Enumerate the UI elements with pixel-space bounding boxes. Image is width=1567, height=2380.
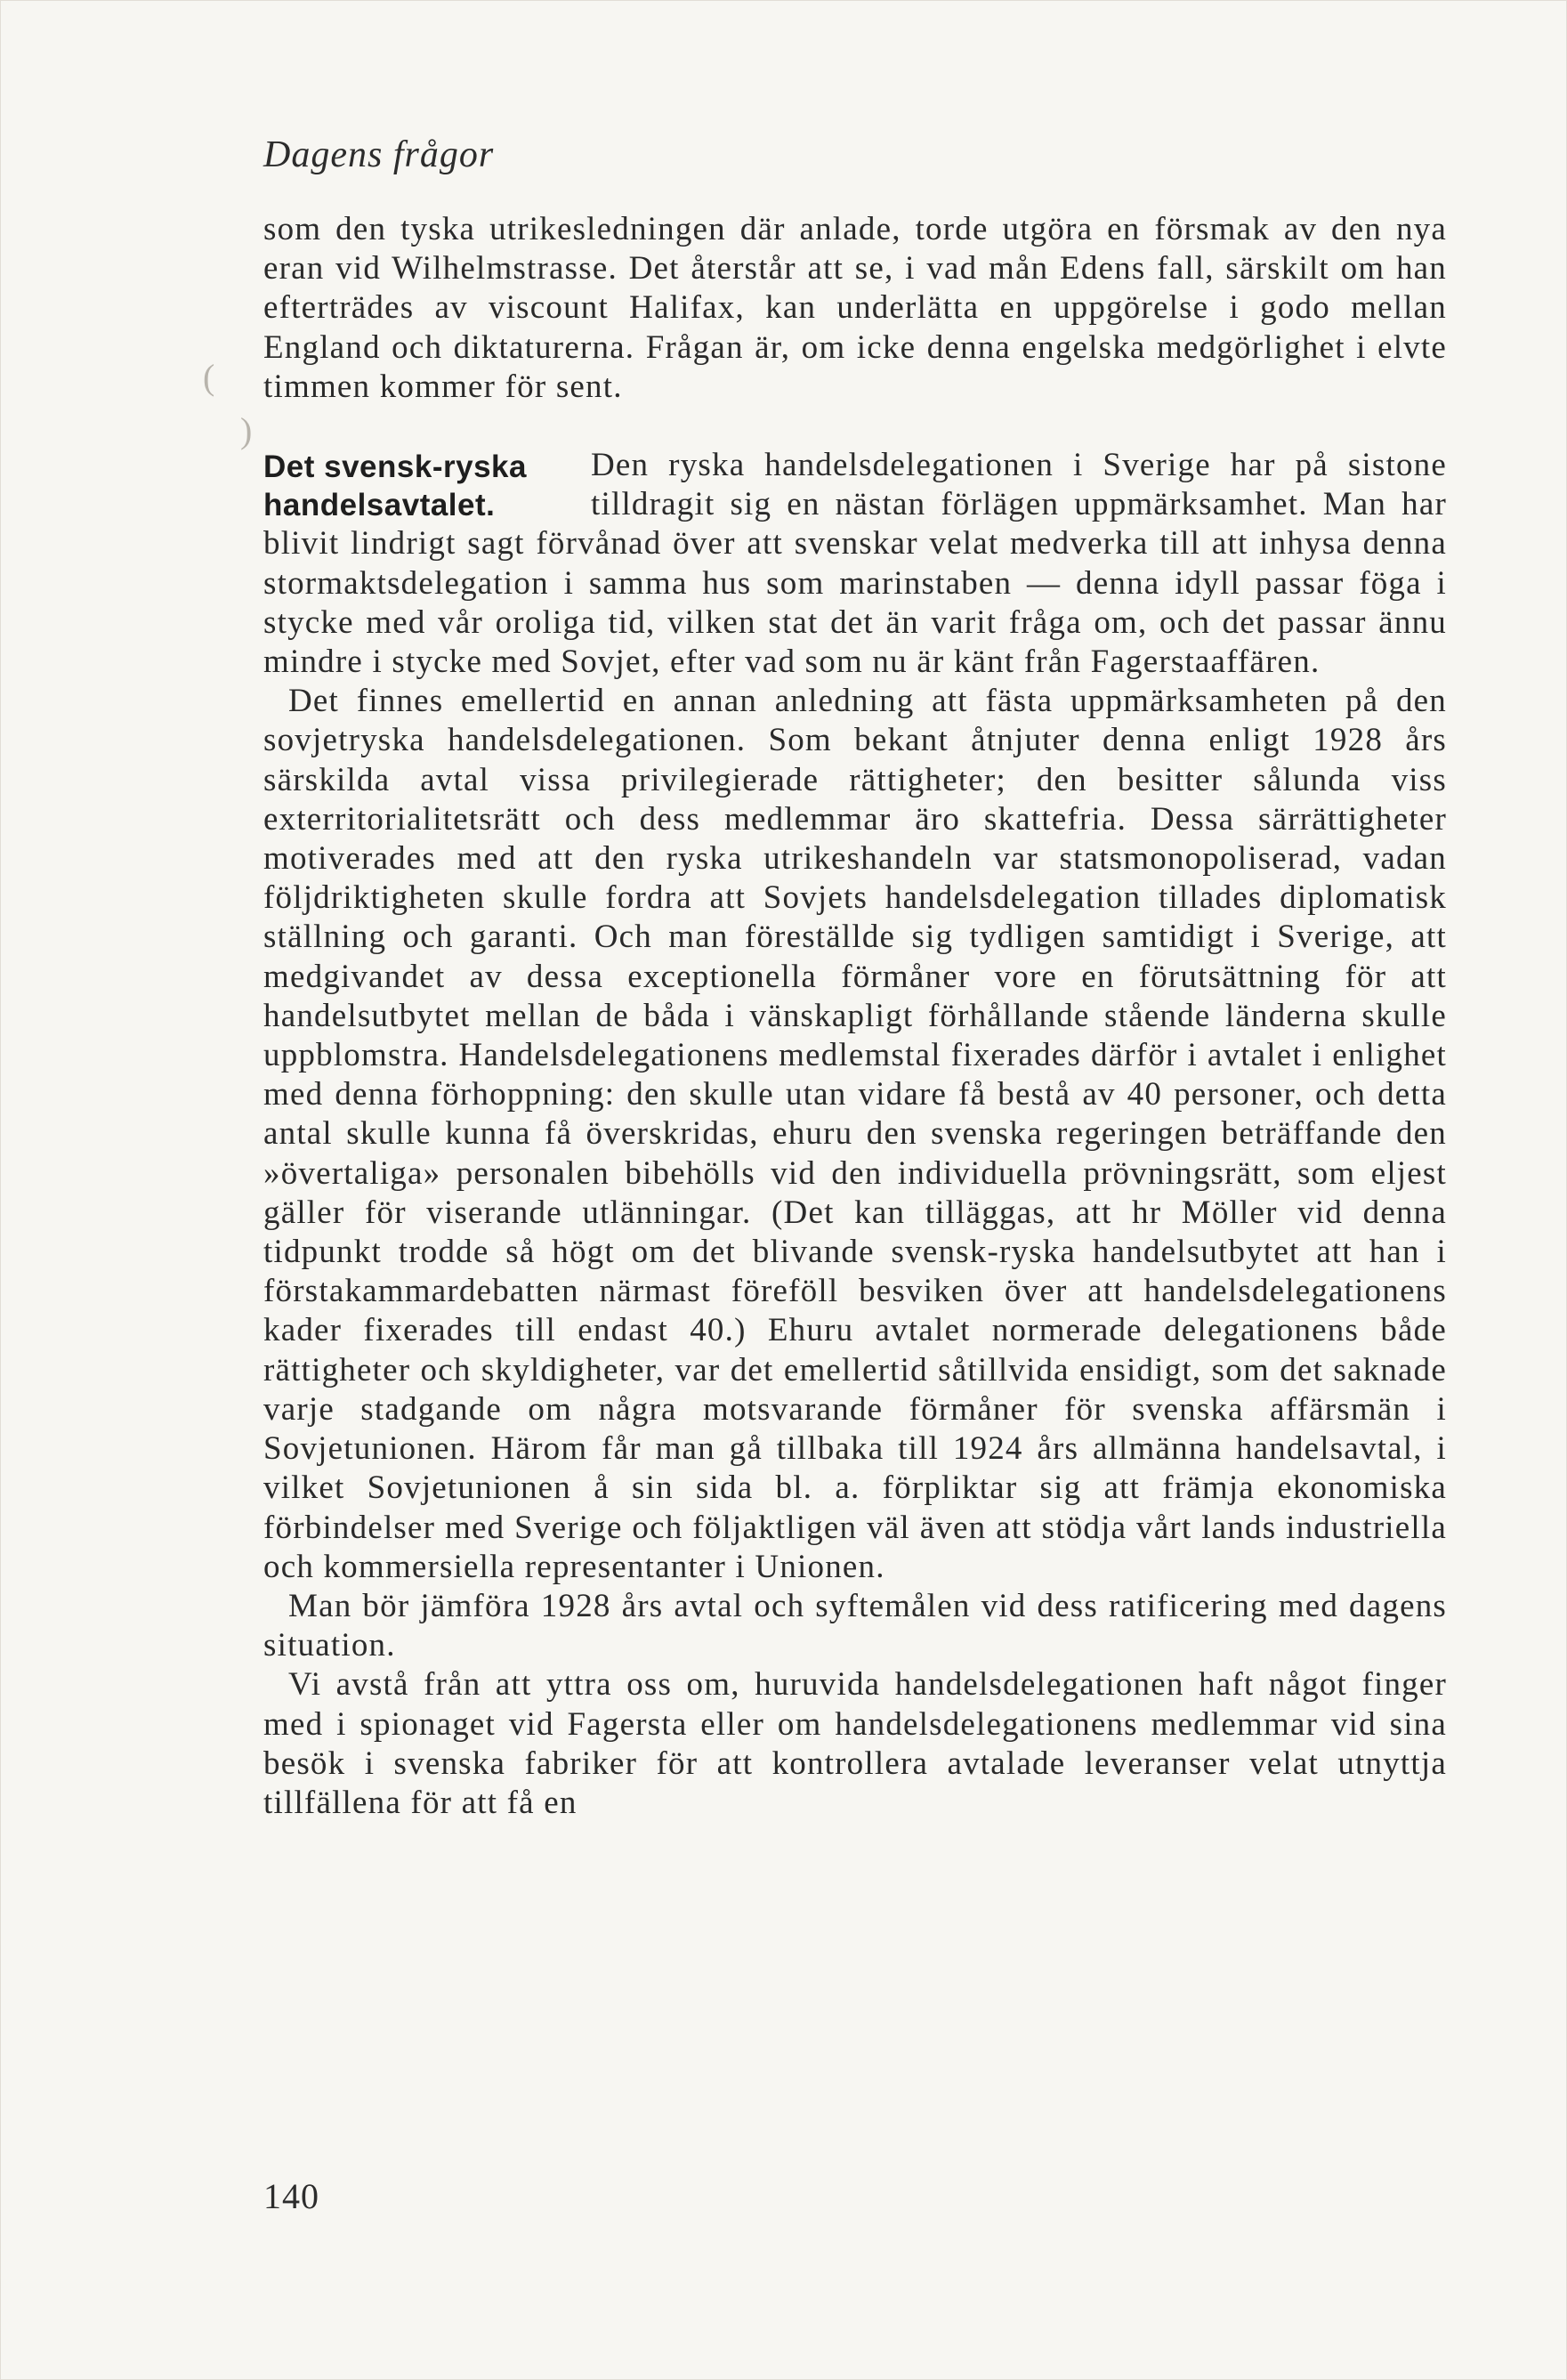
section-heading: Det svensk-ryska handelsavtalet. — [263, 449, 527, 523]
paragraph-2: Den ryska handelsdelegationen i Sverige har på sistone tilldragit sig en nästan förlägen uppmärksamhet. Man har blivit lindrigt sagt förvånad över att svenskar velat medverka till att inhysa denna stormaktsdelegation i samma hus som marinstaben — denna idyll passar föga i stycke med vår oroliga tid, vilken stat det än varit fråga om, och det passar ännu mindre i stycke med Sovjet, efter vad som nu är känt från Fagerstaaffären. — [263, 447, 1447, 681]
paragraph-3: Det finnes emellertid en annan anledning att fästa uppmärksamheten på den sovjetryska handelsdelegationen. Som bekant åtnjuter denna enligt 1928 års särskilda avtal vissa privilegierade rättigheter; den besitter sålunda viss exterritorialitetsrätt och dess medlemmar äro skattefria. Dessa särrättigheter motiverades med att den ryska utrikeshandeln var statsmonopoliserad, vadan följdriktigheten skulle fordra att Sovjets handelsdelegation tillades diplomatisk ställning och garanti. Och man föreställde sig tydligen samtidigt i Sverige, att medgivandet av dessa exceptionella förmåner vore en förutsättning för att handelsutbytet mellan de båda i vänskapligt förhållande stående länderna skulle uppblomstra. Handelsdelegationens medlemstal fixerades därför i avtalet i enlighet med denna förhoppning: den skulle utan vidare få bestå av 40 personer, och detta antal skulle kunna få överskridas, ehuru den svenska regeringen beträffande den »övertaliga» personalen bibehölls vid den individuella prövningsrätt, som eljest gäller för viserande utlänningar. (Det kan tilläggas, att hr Möller vid denna tidpunkt trodde så högt om det blivande svensk-ryska handelsutbytet att han i förstakammardebatten närmast föreföll besviken över att handelsdelegationens kader fixerades till endast 40.) Ehuru avtalet normerade delegationens både rättigheter och skyldigheter, var det emellertid såtillvida ensidigt, som det saknade varje stadgande om några motsvarande förmåner för svenska affärsmän i Sovjetunionen. Härom får man gå tillbaka till 1924 års allmänna handelsavtal, i vilket Sovjetunionen å sin sida bl. a. förpliktar sig att främja ekonomiska förbindelser med Sverige och följaktligen väl även att stödja vårt lands industriella och kommersiella representanter i Unionen. — [263, 683, 1447, 1585]
margin-pencil-mark: ( — [203, 357, 215, 397]
article-body — [263, 210, 1447, 1823]
margin-pencil-mark: ) — [240, 410, 253, 450]
paragraph-5: Vi avstå från att yttra oss om, huruvida handelsdelegationen haft något finger med i spionaget vid Fagersta eller om handelsdelegationens medlemmar vid sina besök i svenska fabriker för att kontrollera avtalade leveranser velat utnyttja tillfällena för att få en — [263, 1666, 1447, 1821]
section-paragraph — [263, 446, 1447, 682]
paragraph-4: Man bör jämföra 1928 års avtal och syftemålen vid dess ratificering med dagens situation. — [263, 1587, 1447, 1664]
paragraph-1: som den tyska utrikesledningen där anlade, torde utgöra en försmak av den nya eran vid Wilhelmstrasse. Det återstår att se, i vad mån Edens fall, särskilt om han efterträdes av viscount Halifax, kan underlätta en uppgörelse i godo mellan England och diktaturerna. Frågan är, om icke denna engelska medgörlighet i elvte timmen kommer för sent. — [263, 211, 1447, 405]
page-number: 140 — [263, 2176, 319, 2216]
running-head: Dagens frågor — [263, 134, 495, 175]
